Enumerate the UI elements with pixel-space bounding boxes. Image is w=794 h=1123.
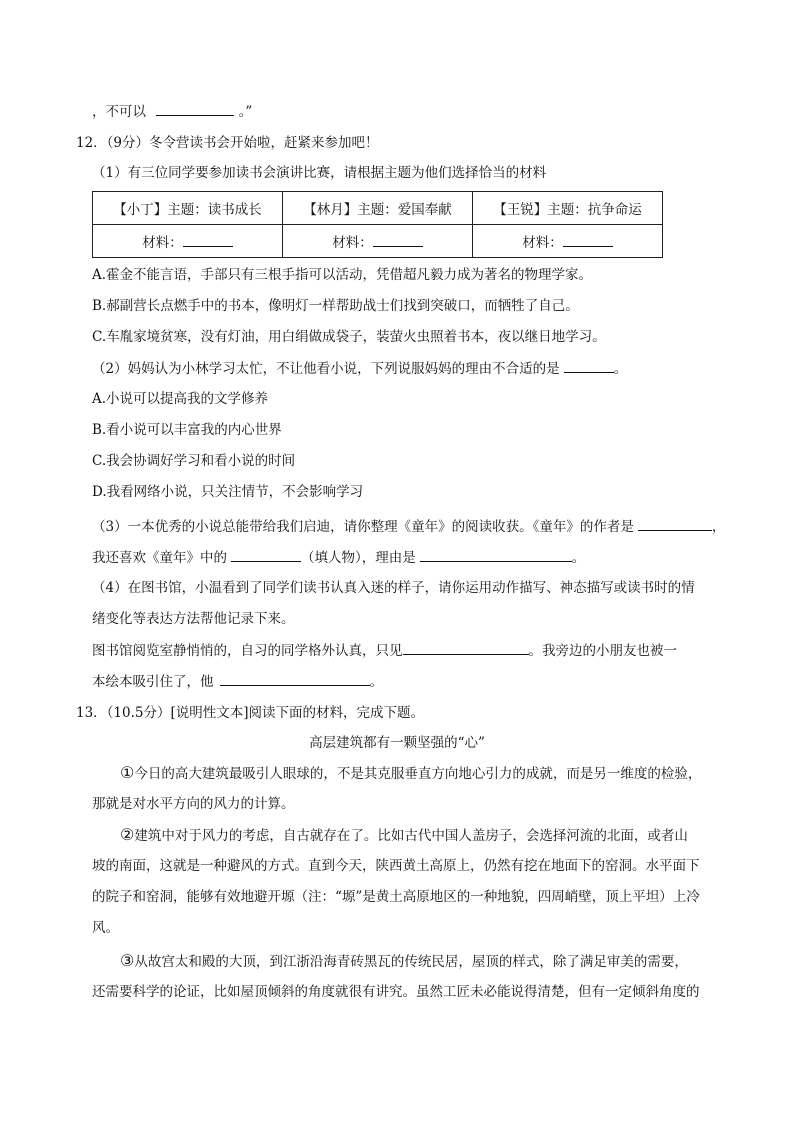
reason-blank[interactable] [420, 547, 572, 562]
paragraph-1-line2: 那就是对水平方向的风力的计算。 [92, 796, 295, 812]
q12-part4-line3 [92, 640, 677, 661]
q12-part2 [92, 358, 627, 379]
option-c: C.车胤家境贫寒，没有灯油，用白绢做成袋子，装萤火虫照着书本，夜以继日地学习。 [92, 329, 606, 345]
answer-blank[interactable] [156, 101, 234, 116]
material-label: 材料： [142, 235, 183, 251]
table-header-cell: 【王锐】主题：抗争命运 [473, 192, 663, 225]
paragraph-number: ① [120, 763, 135, 782]
part4-text: 。我旁边的小朋友也被一 [528, 643, 677, 659]
paragraph-1-line1 [120, 763, 701, 784]
part3-text: 我还喜欢《童年》中的 [92, 550, 227, 566]
fragment-line [92, 101, 252, 122]
part4-text: 图书馆阅览室静悄悄的，自习的同学格外认真，只见 [92, 643, 403, 659]
paragraph-3-line1 [120, 951, 688, 972]
q12-part3-line2 [92, 547, 585, 568]
paragraph-text: 从故宫太和殿的大顶，到江浙沿海青砖黑瓦的传统民居，屋顶的样式，除了满足审美的需要， [134, 954, 688, 970]
author-blank[interactable] [638, 516, 712, 531]
option-b: B.看小说可以丰富我的内心世界 [92, 422, 282, 438]
option-b: B.郝副营长点燃手中的书本，像明灯一样帮助战士们找到突破口，而牺牲了自己。 [92, 298, 579, 314]
table-header-row [93, 192, 663, 225]
q13-header: 13．（10.5分）[说明性文本]阅读下面的材料，完成下题。 [76, 705, 425, 721]
answer-blank[interactable] [564, 358, 614, 373]
paragraph-text: 建筑中对于风力的考虑，自古就存在了。比如古代中国人盖房子，会选择河流的北面，或者山 [134, 828, 688, 844]
table-row [93, 225, 663, 258]
fragment-end: 。” [238, 104, 253, 120]
paragraph-2-line4: 风。 [92, 920, 119, 936]
answer-blank[interactable] [220, 671, 370, 686]
table-header-cell: 【小丁】主题：读书成长 [93, 192, 283, 225]
option-d: D.我看网络小说，只关注情节，不会影响学习 [92, 484, 364, 500]
part2-text: （2）妈妈认为小林学习太忙，不让他看小说，下列说服妈妈的理由不合适的是 [92, 361, 560, 377]
q12-part1: （1）有三位同学要参加读书会演讲比赛，请根据主题为他们选择恰当的材料 [92, 165, 547, 181]
q12-part4-line2: 绪变化等表达方法帮他记录下来。 [92, 611, 295, 627]
paragraph-text: 今日的高大建筑最吸引人眼球的，不是其克服垂直方向地心引力的成就，而是另一维度的检验， [134, 766, 702, 782]
table-header-cell: 【林月】主题：爱国奉献 [283, 192, 473, 225]
part4-text: 本绘本吸引住了，他 [92, 674, 214, 690]
material-cell [283, 225, 473, 258]
option-a: A.小说可以提高我的文学修养 [92, 391, 269, 407]
material-cell [473, 225, 663, 258]
q12-header: 12．（9分）冬令营读书会开始啦，赶紧来参加吧！ [76, 135, 379, 151]
option-c: C.我会协调好学习和看小说的时间 [92, 453, 296, 469]
fragment-text: ，不可以 [92, 104, 146, 120]
part3-text: （3）一本优秀的小说总能带给我们启迪，请你整理《童年》的阅读收获。《童年》的作者是 [92, 519, 634, 535]
paragraph-3-line2: 还需要科学的论证，比如屋顶倾斜的角度就很有讲究。虽然工匠未必能说得清楚，但有一定倾斜角度的 [92, 984, 700, 1000]
answer-blank[interactable] [373, 232, 423, 247]
material-cell [93, 225, 283, 258]
passage-title: 高层建筑都有一颗坚强的“心” [309, 735, 485, 751]
part3-punct: ， [711, 519, 726, 535]
paragraph-number: ② [120, 825, 135, 844]
q12-part4-line4 [92, 671, 383, 692]
material-label: 材料： [332, 235, 373, 251]
material-table [92, 191, 663, 258]
paragraph-2-line2: 坡的南面，这就是一种避风的方式。直到今天，陕西黄土高原上，仍然有挖在地面下的窑洞。水平面下 [92, 858, 700, 874]
part4-punct: 。 [369, 674, 383, 690]
paragraph-number: ③ [120, 951, 135, 970]
part3-text: （填人物），理由是 [301, 550, 416, 566]
paragraph-2-line3: 的院子和窑洞，能够有效地避开塬（注：“塬”是黄土高原地区的一种地貌，四周峭壁，顶上平坦）上冷 [92, 889, 700, 905]
answer-blank[interactable] [183, 232, 233, 247]
q12-part4-line1: （4）在图书馆，小温看到了同学们读书认真入迷的样子，请你运用动作描写、神态描写或读书时的情 [92, 580, 695, 596]
option-a: A.霍金不能言语，手部只有三根手指可以活动，凭借超凡毅力成为著名的物理学家。 [92, 267, 593, 283]
part3-punct: 。 [571, 550, 586, 566]
q12-part3-line1 [92, 516, 725, 537]
answer-blank[interactable] [403, 640, 529, 655]
answer-blank[interactable] [563, 232, 613, 247]
part2-end: 。 [613, 361, 628, 377]
character-blank[interactable] [231, 547, 301, 562]
material-label: 材料： [522, 235, 563, 251]
paragraph-2-line1 [120, 825, 688, 846]
